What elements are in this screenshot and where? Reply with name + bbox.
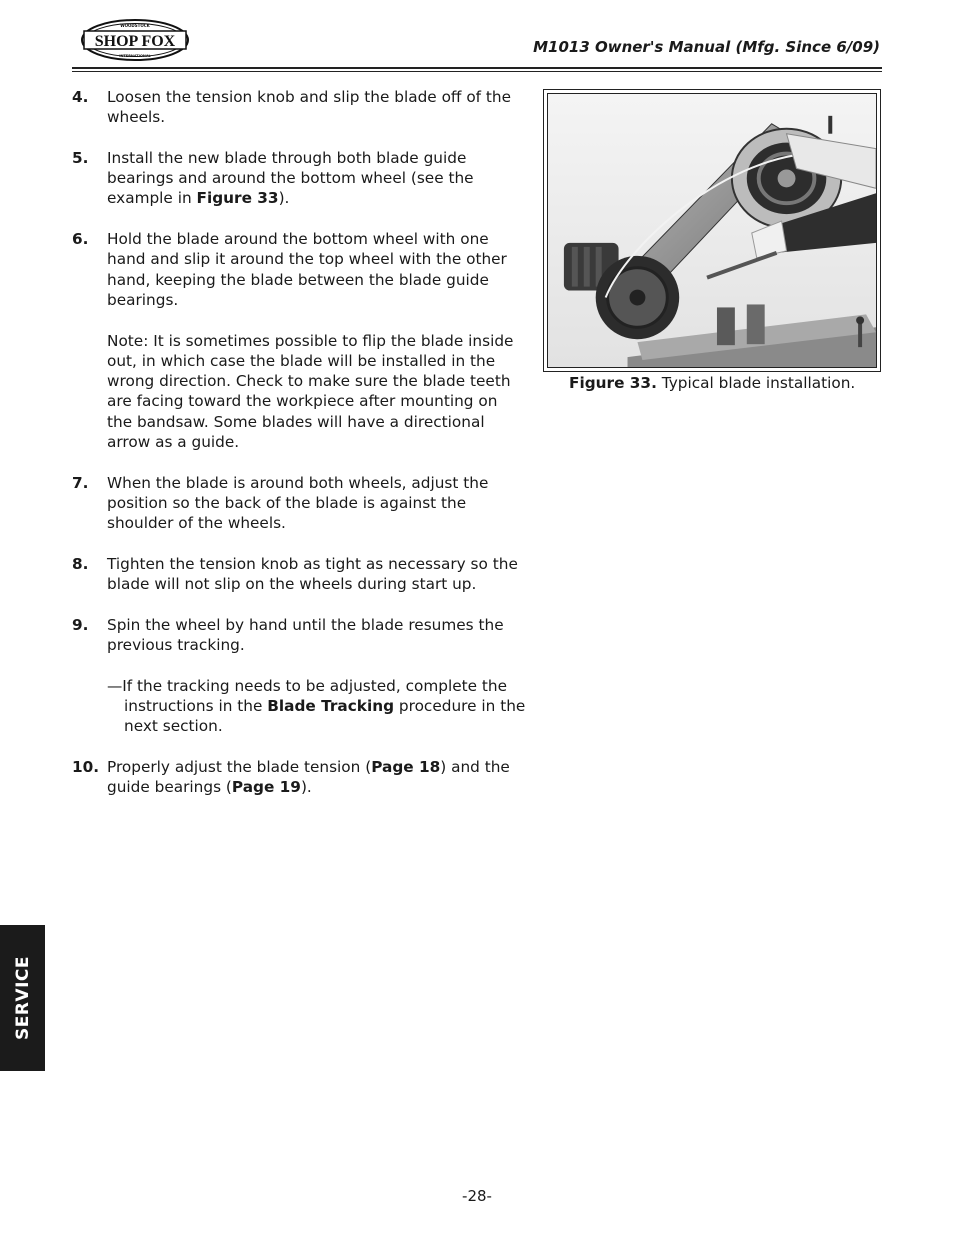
section-reference: Blade Tracking — [267, 696, 395, 715]
svg-text:SHOP FOX: SHOP FOX — [94, 33, 176, 50]
step-text: Spin the wheel by hand until the blade resumes the previous tracking. — [107, 615, 504, 655]
procedure-steps — [72, 87, 527, 818]
step-8 — [72, 554, 527, 595]
page-number: -28- — [462, 1187, 492, 1205]
step-7 — [72, 473, 527, 534]
step-number: 4. — [72, 88, 89, 106]
figure-caption: Figure 33. Typical blade installation. — [569, 374, 856, 392]
header-rule-thin — [72, 71, 882, 72]
step-6 — [72, 229, 527, 452]
step-number: 10. — [72, 757, 100, 776]
step-subnote: —If the tracking needs to be adjusted, complete the instructions in the Blade Tracking procedure in the next section. — [107, 676, 526, 736]
figure-reference: Figure 33 — [196, 189, 279, 208]
svg-text:INTERNATIONAL: INTERNATIONAL — [119, 54, 151, 58]
step-text: Tighten the tension knob as tight as necessary so the blade will not slip on the wheels during start up. — [107, 554, 518, 594]
step-number: 5. — [72, 148, 89, 167]
step-number: 7. — [72, 473, 89, 492]
step-text: When the blade is around both wheels, adjust the position so the back of the blade is against the shoulder of the wheels. — [107, 473, 489, 533]
step-text: Hold the blade around the bottom wheel with one hand and slip it around the top wheel with the other hand, keeping the blade between the blade guide bearings. — [107, 230, 507, 309]
step-number: 6. — [72, 230, 89, 249]
page-reference: Page 19 — [231, 778, 301, 797]
header-rule — [72, 67, 882, 69]
page-reference: Page 18 — [371, 757, 441, 776]
manual-title: M1013 Owner's Manual (Mfg. Since 6/09) — [533, 38, 880, 56]
step-text: Install the new blade through both blade guide bearings and around the bottom wheel (see the example in Figure 33). — [107, 148, 474, 208]
section-side-tab — [0, 925, 45, 1071]
step-5 — [72, 148, 527, 209]
bandsaw-blade-installation-photo — [548, 94, 876, 367]
step-10 — [72, 757, 527, 798]
step-9 — [72, 615, 527, 737]
step-number: 8. — [72, 554, 89, 573]
step-note: Note: It is sometimes possible to flip the blade inside out, in which case the blade will be installed in the wrong direction. Check to make sure the blade teeth are facing toward the workpiece after mounting on the bandsaw. Some blades will have a directional arrow as a guide. — [107, 331, 514, 452]
svg-text:WOODSTOCK: WOODSTOCK — [120, 23, 150, 28]
step-number: 9. — [72, 615, 89, 634]
side-tab-label: SERVICE — [12, 955, 33, 1041]
step-4 — [72, 87, 527, 128]
figure-label: Figure 33. — [569, 374, 657, 392]
shop-fox-logo — [80, 16, 190, 64]
step-text: Loosen the tension knob and slip the blade off of the wheels. — [107, 88, 512, 127]
figure-33-frame — [543, 89, 881, 372]
step-text: Properly adjust the blade tension (Page 18) and the guide bearings (Page 19). — [107, 757, 510, 797]
